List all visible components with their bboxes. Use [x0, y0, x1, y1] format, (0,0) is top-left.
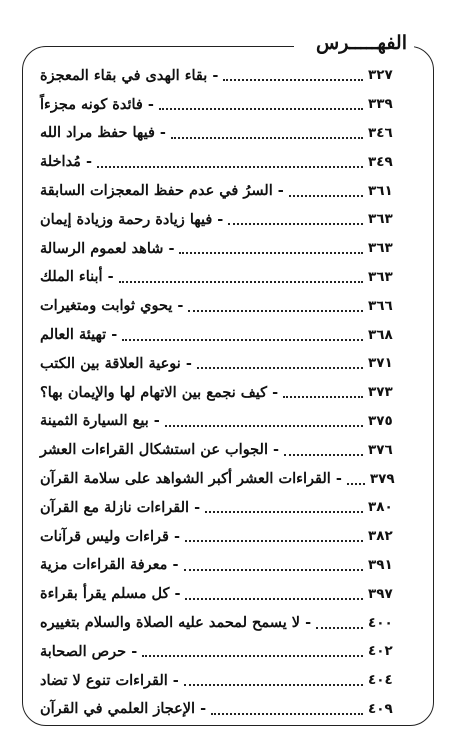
toc-entry	[40, 61, 402, 90]
toc-entry-page: ٤٠٢	[368, 643, 393, 660]
dot-leader	[228, 223, 363, 225]
toc-entry	[40, 320, 402, 349]
toc-entry-page: ٣٧٦	[368, 441, 393, 458]
page-title: الفهـــــرس	[316, 32, 407, 54]
dot-leader	[283, 396, 363, 398]
toc-entry-title: - تهيئة العالم	[40, 326, 118, 344]
dot-leader	[171, 137, 363, 139]
toc-entry-page: ٣٣٩	[368, 96, 393, 113]
toc-entry-page: ٣٦٣	[368, 240, 393, 257]
toc-entry-title: - القراءات العشر أكبر الشواهد على سلامة القرآن	[40, 470, 342, 488]
toc-entry-title: - فيها حفظ مراد الله	[40, 124, 166, 142]
toc-entry	[40, 407, 402, 436]
toc-entry	[40, 579, 402, 608]
toc-entry-title: - الإعجاز العلمي في القرآن	[40, 700, 207, 718]
toc-entry-title: - كل مسلم يقرأ بقراءة	[40, 585, 181, 603]
toc-entry	[40, 205, 402, 234]
toc-entry	[40, 90, 402, 119]
toc-entry-title: - أبناء الملك	[40, 268, 114, 286]
toc-entry	[40, 435, 402, 464]
toc-entry-title: - القراءات نازلة مع القرآن	[40, 498, 201, 516]
toc-entry-page: ٣٤٩	[368, 153, 393, 170]
toc-entry-page: ٣٦٣	[368, 211, 393, 228]
toc-entry	[40, 695, 402, 724]
toc-entry	[40, 666, 402, 695]
toc-entry-page: ٣٨٠	[368, 499, 393, 516]
toc-entry-title: - فيها زيادة رحمة وزيادة إيمان	[40, 210, 224, 228]
toc-entry	[40, 291, 402, 320]
dot-leader	[142, 655, 363, 657]
toc-entry-title: - القراءات تنوع لا تضاد	[40, 671, 179, 689]
dot-leader	[188, 310, 363, 312]
toc-entry	[40, 551, 402, 580]
toc-entry-title: - السرُ في عدم حفظ المعجزات السابقة	[40, 182, 284, 200]
dot-leader	[205, 511, 363, 513]
toc-entry	[40, 522, 402, 551]
dot-leader	[284, 454, 363, 456]
dot-leader	[165, 425, 363, 427]
toc-entry	[40, 349, 402, 378]
dot-leader	[185, 598, 363, 600]
toc-entry	[40, 637, 402, 666]
dot-leader	[289, 195, 363, 197]
toc-entry-page: ٤٠٠	[368, 614, 393, 631]
toc-entry-title: - كيف نجمع بين الاتهام لها والإيمان بها؟	[40, 383, 279, 401]
toc-entry-page: ٣٧١	[368, 355, 393, 372]
toc-entry	[40, 147, 402, 176]
toc-entry-page: ٤٠٤	[368, 672, 393, 689]
dot-leader	[223, 79, 363, 81]
dot-leader	[122, 339, 363, 341]
toc-entry-page: ٣٦٦	[368, 297, 393, 314]
dot-leader	[184, 684, 363, 686]
toc-entry-title: - الجواب عن استشكال القراءات العشر	[40, 441, 280, 459]
toc-entry	[40, 176, 402, 205]
dot-leader	[97, 166, 363, 168]
toc-entry-title: - بقاء الهدى في بقاء المعجزة	[40, 66, 219, 84]
toc-entry-title: - نوعية العلاقة بين الكتب	[40, 354, 192, 372]
dot-leader	[347, 483, 365, 485]
toc-entry-title: - مُداخلة	[40, 153, 93, 171]
toc-entry-page: ٣٨٢	[368, 528, 393, 545]
toc-entry	[40, 263, 402, 292]
toc-entry	[40, 608, 402, 637]
dot-leader	[211, 713, 363, 715]
dot-leader	[184, 569, 363, 571]
dot-leader	[159, 108, 363, 110]
toc-entry-title: - شاهد لعموم الرسالة	[40, 239, 175, 257]
toc-entry-title: - معرفة القراءات مزية	[40, 556, 179, 574]
toc-entry-title: - بيع السيارة الثمينة	[40, 412, 160, 430]
toc-entry	[40, 493, 402, 522]
toc-entry-page: ٣٤٦	[368, 124, 393, 141]
dot-leader	[197, 367, 363, 369]
toc-entry-page: ٣٦٣	[368, 268, 393, 285]
toc-entry-page: ٣٩٧	[368, 585, 393, 602]
toc-entry-page: ٣٧٩	[369, 470, 395, 487]
toc-entry	[40, 119, 402, 148]
toc-entry	[40, 378, 402, 407]
toc-entry-page: ٣٧٣	[368, 384, 393, 401]
toc-entry-page: ٣٦١	[368, 182, 393, 199]
toc-entry-title: - حرص الصحابة	[40, 642, 138, 660]
toc-entry-page: ٣٢٧	[368, 67, 393, 84]
dot-leader	[179, 252, 363, 254]
toc-entry-page: ٣٩١	[368, 556, 393, 573]
toc-entry-page: ٤٠٩	[368, 700, 393, 717]
toc-entry-page: ٣٦٨	[368, 326, 393, 343]
dot-leader	[316, 627, 363, 629]
table-of-contents	[40, 61, 402, 723]
toc-entry	[40, 464, 402, 493]
toc-entry-page: ٣٧٥	[368, 412, 393, 429]
toc-entry	[40, 234, 402, 263]
toc-entry-title: - لا يسمح لمحمد عليه الصلاة والسلام بتغييره	[40, 614, 312, 632]
toc-entry-title: - فائدة كونه مجزءاً	[40, 95, 154, 113]
toc-entry-title: - يحوي ثوابت ومتغيرات	[40, 297, 184, 315]
dot-leader	[185, 540, 363, 542]
toc-entry-title: - قراءات وليس قرآنات	[40, 527, 180, 545]
dot-leader	[119, 281, 363, 283]
